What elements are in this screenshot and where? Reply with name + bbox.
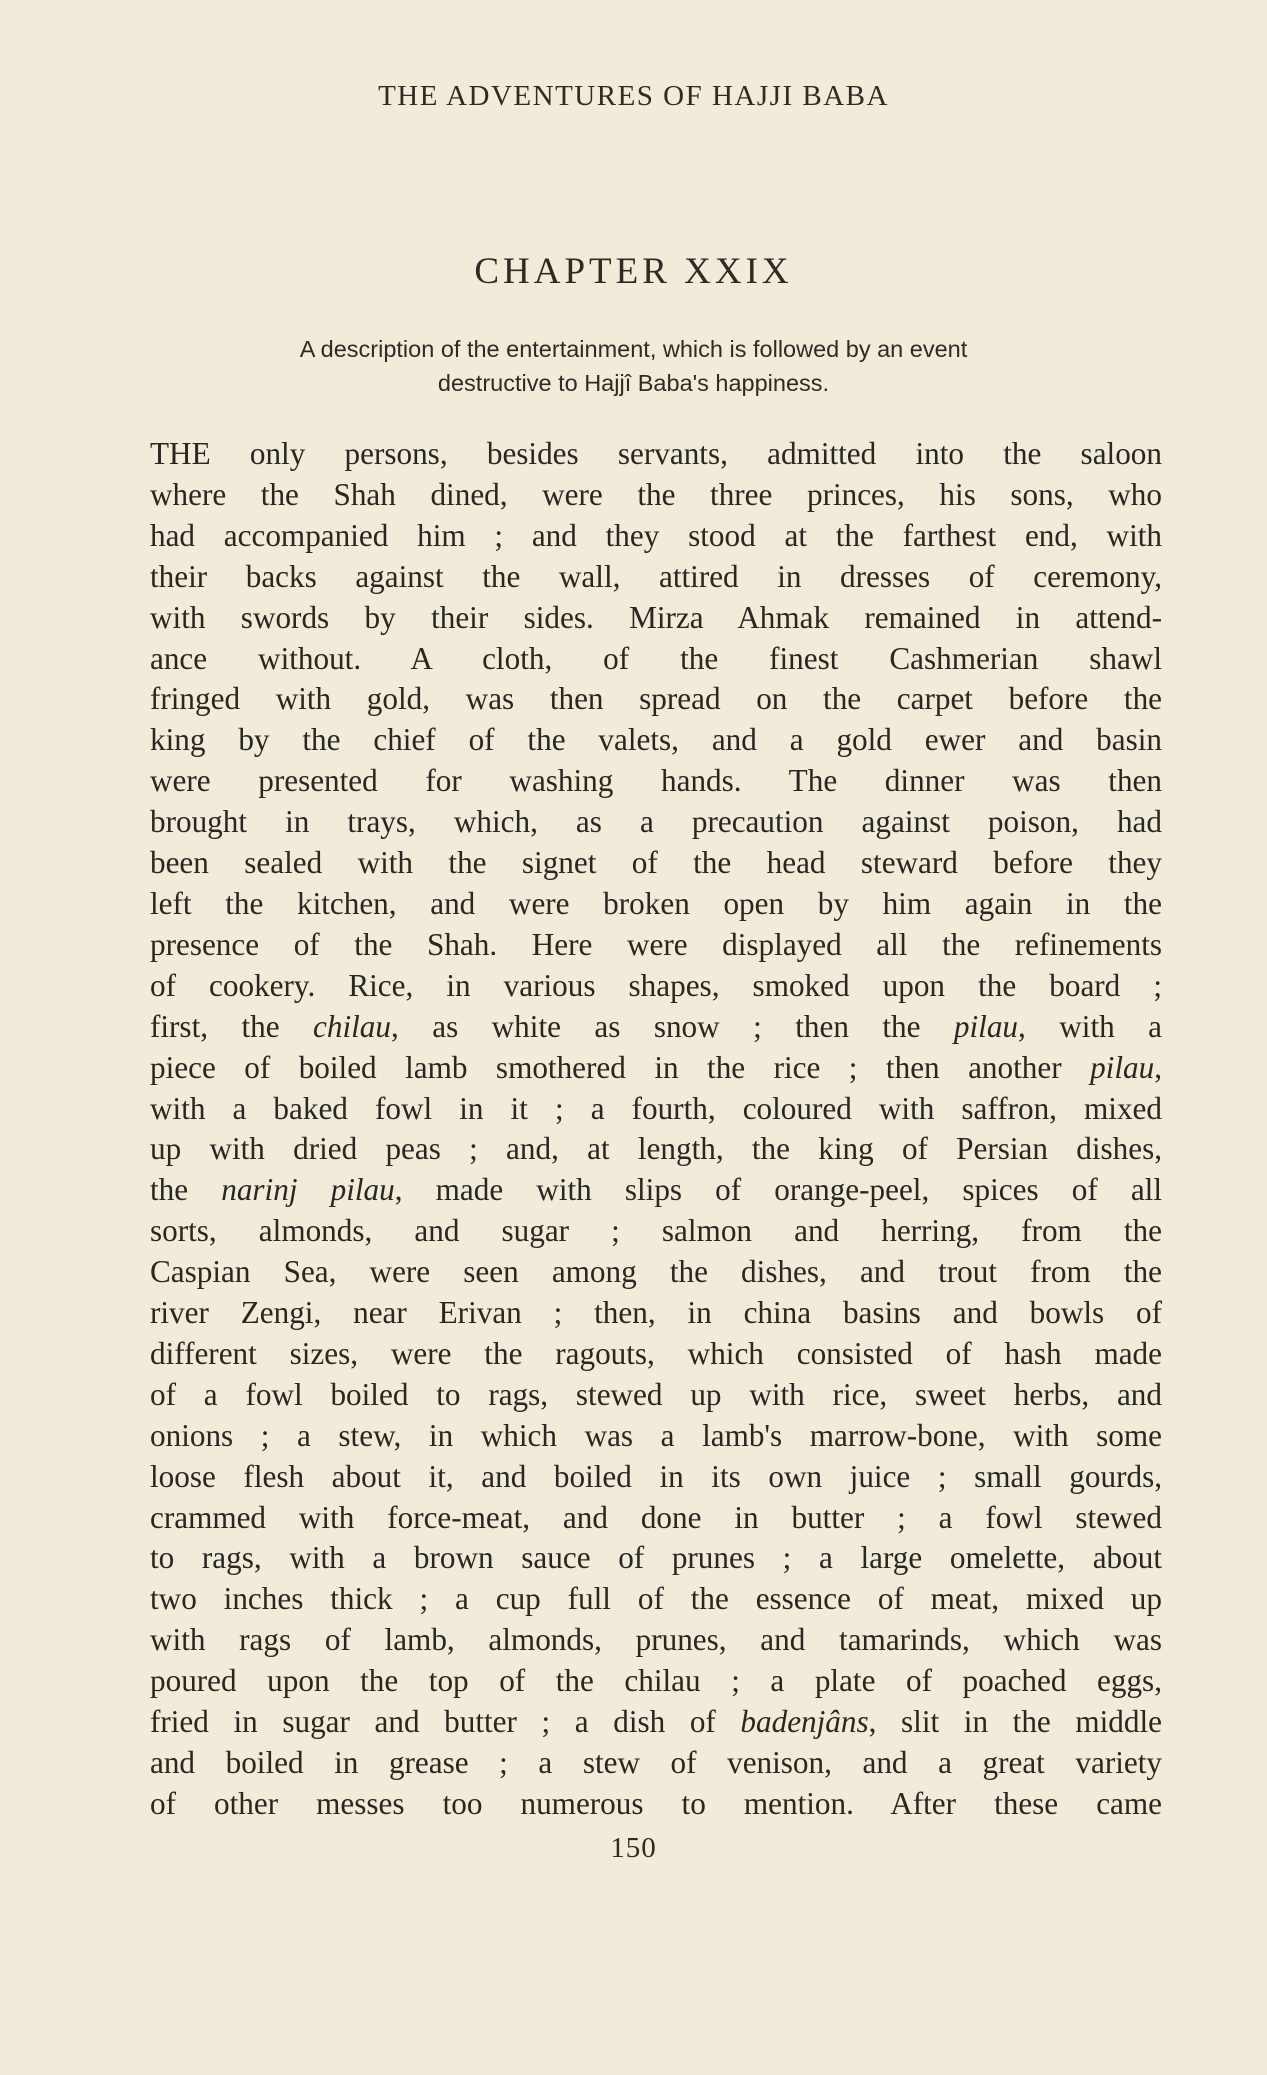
text-segment: fried in sugar and butter ; a dish of bbox=[150, 1704, 741, 1740]
text-line bbox=[150, 1579, 1162, 1620]
italic-term: pilau bbox=[953, 1008, 1019, 1044]
text-segment: THE bbox=[150, 436, 211, 471]
text-line bbox=[150, 1089, 1162, 1130]
text-segment: and boiled in grease ; a stew of venison, and a great variety bbox=[150, 1745, 1162, 1780]
text-segment: to rags, with a brown sauce of prunes ; a large omelette, about bbox=[150, 1540, 1162, 1576]
text-line bbox=[150, 925, 1162, 966]
text-segment: different sizes, were the ragouts, which consisted of hash made bbox=[150, 1335, 1162, 1371]
text-segment: with rags of lamb, almonds, prunes, and tamarinds, which was bbox=[150, 1622, 1162, 1658]
text-segment: left the kitchen, and were broken open by him again in the bbox=[150, 885, 1162, 921]
text-line bbox=[150, 802, 1162, 843]
text-segment: piece of boiled lamb smothered in the rice ; then another bbox=[150, 1049, 1091, 1085]
text-line bbox=[150, 1457, 1162, 1498]
text-segment: with swords by their sides. Mirza Ahmak remained in attend- bbox=[150, 599, 1162, 635]
text-line bbox=[150, 598, 1162, 639]
text-line bbox=[150, 1498, 1162, 1539]
text-segment: ance without. A cloth, of the finest Cashmerian shawl bbox=[150, 640, 1162, 676]
text-line bbox=[150, 1007, 1162, 1048]
text-line bbox=[150, 1211, 1162, 1252]
text-segment: , as white as snow ; then the bbox=[391, 1008, 954, 1044]
text-segment: with a baked fowl in it ; a fourth, coloured with saffron, mixed bbox=[150, 1090, 1162, 1126]
italic-term: chilau bbox=[313, 1008, 391, 1044]
running-head: THE ADVENTURES OF HAJJI BABA bbox=[378, 80, 889, 112]
text-line bbox=[150, 1538, 1162, 1579]
text-line bbox=[150, 1048, 1162, 1089]
text-line bbox=[150, 1334, 1162, 1375]
text-line bbox=[150, 843, 1162, 884]
chapter-summary-line: destructive to Hajjî Baba's happiness. bbox=[437, 370, 830, 396]
text-line bbox=[150, 639, 1162, 680]
text-line bbox=[150, 1743, 1162, 1784]
text-line bbox=[150, 1661, 1162, 1702]
text-segment: river Zengi, near Erivan ; then, in china basins and bowls of bbox=[150, 1295, 1162, 1331]
text-line bbox=[150, 679, 1162, 720]
text-line bbox=[150, 1129, 1162, 1170]
text-segment: up with dried peas ; and, at length, the king of Persian dishes, bbox=[150, 1131, 1162, 1167]
text-line bbox=[150, 557, 1162, 598]
text-line bbox=[150, 475, 1162, 516]
text-line bbox=[150, 1784, 1162, 1825]
text-segment: poured upon the top of the chilau ; a plate of poached eggs, bbox=[150, 1663, 1162, 1699]
body-text bbox=[150, 434, 1162, 1825]
text-segment: been sealed with the signet of the head steward before they bbox=[150, 845, 1162, 881]
text-segment: of cookery. Rice, in various shapes, smoked upon the board ; bbox=[150, 967, 1162, 1003]
text-segment: king by the chief of the valets, and a gold ewer and basin bbox=[150, 722, 1162, 758]
text-segment: onions ; a stew, in which was a lamb's marrow-bone, with some bbox=[150, 1417, 1162, 1453]
text-segment: crammed with force-meat, and done in butter ; a fowl stewed bbox=[150, 1499, 1162, 1535]
text-line bbox=[150, 720, 1162, 761]
text-segment: of a fowl boiled to rags, stewed up with rice, sweet herbs, and bbox=[150, 1376, 1162, 1412]
text-segment: Caspian Sea, were seen among the dishes, and trout from the bbox=[150, 1254, 1162, 1290]
italic-term: pilau bbox=[1090, 1049, 1155, 1085]
text-segment: , bbox=[1154, 1049, 1162, 1085]
chapter-title: CHAPTER XXIX bbox=[474, 251, 793, 292]
text-segment: of other messes too numerous to mention. After these came bbox=[150, 1785, 1162, 1821]
text-line bbox=[150, 1620, 1162, 1661]
text-line bbox=[150, 1170, 1162, 1211]
text-line bbox=[150, 884, 1162, 925]
text-line bbox=[150, 516, 1162, 557]
text-segment: , made with slips of orange-peel, spices of all bbox=[394, 1172, 1162, 1208]
text-line bbox=[150, 1252, 1162, 1293]
text-segment: the bbox=[150, 1172, 222, 1208]
text-segment: , slit in the middle bbox=[868, 1704, 1162, 1740]
text-line bbox=[150, 1416, 1162, 1457]
text-segment: brought in trays, which, as a precaution against poison, had bbox=[150, 804, 1162, 840]
text-segment: presence of the Shah. Here were displayed all the refinements bbox=[150, 926, 1162, 962]
text-segment: , with a bbox=[1018, 1008, 1163, 1044]
text-segment: where the Shah dined, were the three princes, his sons, who bbox=[150, 476, 1162, 512]
italic-term: badenjâns bbox=[740, 1704, 869, 1740]
text-segment: only persons, besides servants, admitted into the saloon bbox=[210, 436, 1162, 471]
text-segment: fringed with gold, was then spread on the carpet before the bbox=[150, 681, 1162, 717]
text-segment: first, the bbox=[150, 1008, 314, 1044]
page-number: 150 bbox=[610, 1832, 657, 1864]
text-segment: loose flesh about it, and boiled in its own juice ; small gourds, bbox=[150, 1458, 1162, 1494]
text-segment: their backs against the wall, attired in dresses of ceremony, bbox=[150, 558, 1162, 594]
text-segment: had accompanied him ; and they stood at the farthest end, with bbox=[150, 517, 1162, 553]
text-line bbox=[150, 761, 1162, 802]
text-line bbox=[150, 434, 1162, 475]
chapter-summary-line: A description of the entertainment, which is followed by an event bbox=[299, 336, 968, 362]
italic-term: narinj pilau bbox=[221, 1172, 395, 1208]
text-segment: were presented for washing hands. The dinner was then bbox=[150, 763, 1162, 799]
text-line bbox=[150, 966, 1162, 1007]
text-line bbox=[150, 1702, 1162, 1743]
text-line bbox=[150, 1375, 1162, 1416]
text-segment: sorts, almonds, and sugar ; salmon and herring, from the bbox=[150, 1213, 1162, 1249]
text-line bbox=[150, 1293, 1162, 1334]
text-segment: two inches thick ; a cup full of the essence of meat, mixed up bbox=[150, 1581, 1162, 1617]
chapter-summary bbox=[190, 332, 1077, 400]
